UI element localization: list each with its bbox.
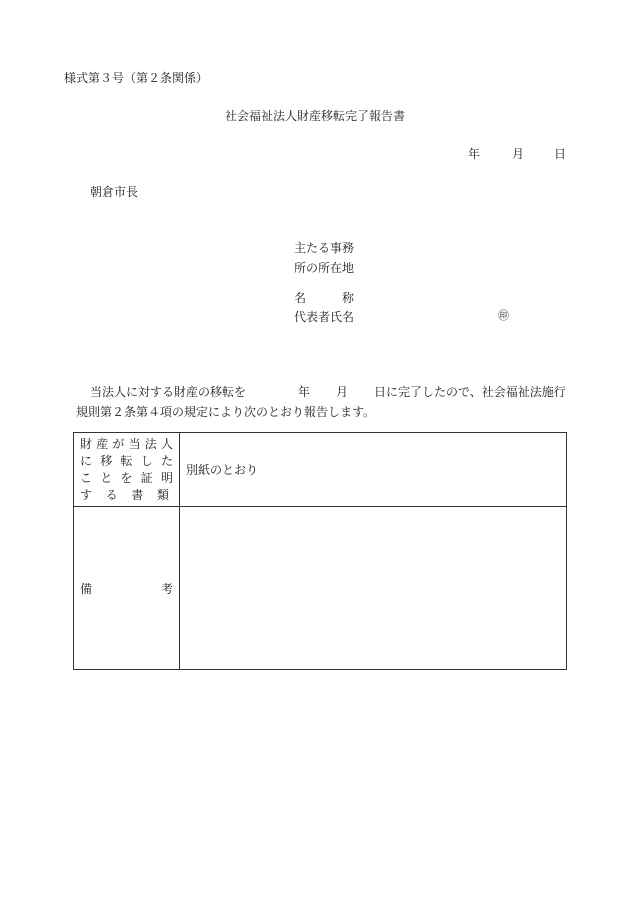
documents-value: 別紙のとおり bbox=[180, 433, 567, 507]
body-month: 月 bbox=[336, 385, 349, 399]
documents-label-line bbox=[80, 487, 173, 504]
addressee: 朝倉市長 bbox=[90, 185, 139, 199]
date-line bbox=[468, 146, 566, 162]
documents-label-line bbox=[80, 453, 173, 470]
remarks-value bbox=[180, 507, 567, 670]
name-label: 名 称 bbox=[294, 291, 355, 305]
documents-label-char: こ bbox=[80, 470, 93, 485]
form-number: 様式第３号（第２条関係） bbox=[64, 71, 209, 85]
report-body-text bbox=[76, 382, 576, 422]
remarks-label-right: 考 bbox=[160, 581, 173, 596]
documents-label-char: 書 bbox=[131, 487, 144, 502]
office-label-line2: 所の所在地 bbox=[294, 261, 355, 275]
date-month: 月 bbox=[512, 147, 525, 161]
document-title: 社会福祉法人財産移転完了報告書 bbox=[224, 109, 405, 123]
documents-label-char: 類 bbox=[156, 487, 169, 502]
documents-label-char: す bbox=[80, 487, 93, 502]
body-part2: 日に完了したので、社会福祉法施行規則第２条第４項の規定により次のとおり報告します。 bbox=[76, 385, 566, 419]
documents-label-char: 明 bbox=[160, 470, 173, 485]
documents-label-char: 転 bbox=[120, 453, 133, 468]
documents-label bbox=[74, 433, 180, 507]
documents-label-line bbox=[80, 470, 173, 487]
seal-mark: ㊞ bbox=[498, 309, 509, 322]
table-row bbox=[74, 507, 567, 670]
documents-label-char: 移 bbox=[100, 453, 113, 468]
documents-label-char: 法 bbox=[144, 436, 157, 451]
remarks-label-left: 備 bbox=[80, 581, 93, 596]
documents-label-char: に bbox=[80, 453, 93, 468]
documents-label-char: を bbox=[120, 470, 133, 485]
body-year: 年 bbox=[298, 385, 311, 399]
table-row bbox=[74, 433, 567, 507]
documents-label-char: る bbox=[105, 487, 118, 502]
documents-label-char: 産 bbox=[96, 436, 109, 451]
representative-label: 代表者氏名 bbox=[294, 310, 355, 324]
documents-label-line bbox=[80, 436, 173, 453]
documents-label-char: 証 bbox=[140, 470, 153, 485]
documents-label-char: た bbox=[160, 453, 173, 468]
documents-label-char: 財 bbox=[80, 436, 93, 451]
documents-label-char: 人 bbox=[160, 436, 173, 451]
date-year: 年 bbox=[468, 147, 481, 161]
documents-label-char: が bbox=[112, 436, 125, 451]
documents-label-char: し bbox=[140, 453, 153, 468]
documents-label-char: 当 bbox=[128, 436, 141, 451]
documents-label-char: と bbox=[100, 470, 113, 485]
date-day: 日 bbox=[554, 147, 567, 161]
report-table bbox=[73, 432, 567, 670]
body-part1: 当法人に対する財産の移転を bbox=[90, 385, 247, 399]
remarks-label bbox=[74, 507, 180, 670]
office-label-line1: 主たる事務 bbox=[294, 241, 355, 255]
